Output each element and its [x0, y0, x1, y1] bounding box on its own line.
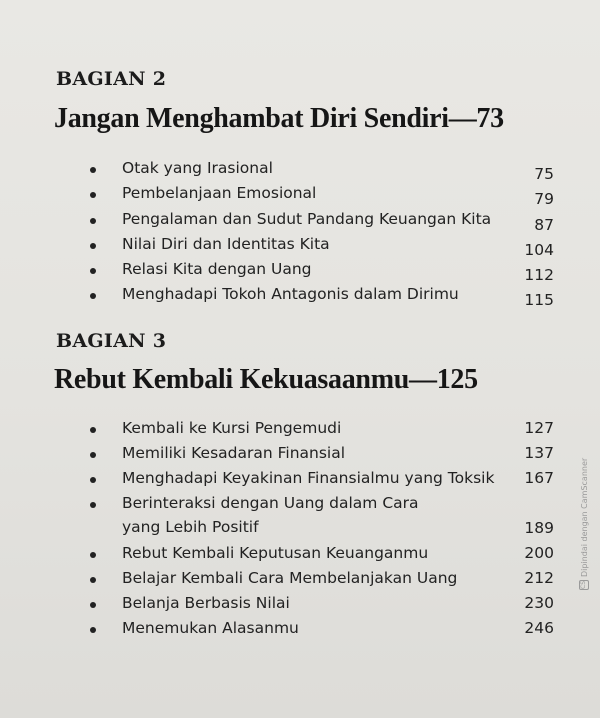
entry-page-number: 127 — [524, 419, 554, 437]
entry-title: Rebut Kembali Keputusan Keuanganmu — [122, 544, 429, 562]
entry-title: Pembelanjaan Emosional — [122, 184, 317, 203]
bullet-icon — [90, 477, 96, 483]
camscanner-logo-icon: CS — [580, 581, 587, 589]
bullet-icon — [90, 627, 96, 633]
bullet-icon — [90, 192, 96, 198]
part-label: BAGIAN 3 — [56, 330, 167, 352]
bullet-icon — [90, 452, 96, 458]
entry-page-number: 200 — [524, 544, 554, 562]
toc-entry — [0, 232, 600, 257]
toc-entry — [0, 591, 600, 616]
part-entries-list — [0, 416, 600, 641]
entry-title-line-1: Berinteraksi dengan Uang dalam Cara — [122, 494, 419, 512]
entry-page-number: 112 — [524, 266, 554, 285]
entry-title: Belajar Kembali Cara Membelanjakan Uang — [122, 569, 458, 587]
toc-entry — [0, 181, 600, 209]
bullet-icon — [90, 502, 96, 508]
part-title: Rebut Kembali Kekuasaanmu—125 — [54, 364, 478, 395]
entry-title: Menemukan Alasanmu — [122, 619, 299, 637]
entry-title: Pengalaman dan Sudut Pandang Keuangan Kita — [122, 209, 492, 228]
scanner-watermark — [579, 458, 589, 590]
entry-title: Menghadapi Tokoh Antagonis dalam Dirimu — [122, 285, 459, 304]
bullet-icon — [90, 218, 96, 224]
entry-title: Menghadapi Keyakinan Finansialmu yang Toksik — [122, 469, 495, 487]
toc-entry — [0, 616, 600, 641]
entry-title: Relasi Kita dengan Uang — [122, 260, 312, 279]
entry-title — [122, 491, 419, 539]
bullet-icon — [90, 268, 96, 274]
bullet-icon — [90, 552, 96, 558]
entry-page-number: 246 — [524, 619, 554, 637]
entry-page-number: 230 — [524, 594, 554, 612]
bullet-icon — [90, 602, 96, 608]
part-title: Jangan Menghambat Diri Sendiri—73 — [54, 103, 504, 134]
entry-title: Otak yang Irasional — [122, 159, 273, 177]
entry-title: Memiliki Kesadaran Finansial — [122, 444, 346, 462]
toc-entry — [0, 156, 600, 181]
bullet-icon — [90, 293, 96, 299]
toc-entry — [0, 541, 600, 566]
entry-title: Nilai Diri dan Identitas Kita — [122, 234, 330, 253]
bullet-icon — [90, 577, 96, 583]
entry-page-number: 115 — [524, 291, 554, 310]
toc-entry — [0, 491, 600, 541]
entry-title-line-2: yang Lebih Positif — [122, 518, 259, 536]
toc-entry — [0, 257, 600, 285]
part-label: BAGIAN 2 — [56, 68, 167, 90]
entry-page-number: 137 — [524, 444, 554, 462]
entry-page-number: 212 — [524, 569, 554, 587]
toc-entry — [0, 466, 600, 491]
entry-page-number: 75 — [534, 165, 554, 183]
entry-page-number: 167 — [524, 469, 554, 487]
toc-entry — [0, 207, 600, 232]
toc-entry — [0, 566, 600, 591]
entry-page-number: 87 — [534, 215, 554, 234]
entry-title: Kembali ke Kursi Pengemudi — [122, 419, 342, 437]
toc-entry — [0, 441, 600, 466]
bullet-icon — [90, 427, 96, 433]
entry-page-number: 104 — [524, 240, 554, 259]
entry-page-number: 79 — [534, 190, 554, 209]
watermark-text: Dipindai dengan CamScanner — [579, 457, 589, 577]
entry-page-number: 189 — [524, 519, 554, 537]
bullet-icon — [90, 167, 96, 173]
bullet-icon — [90, 243, 96, 249]
toc-entry — [0, 282, 600, 310]
entry-title: Belanja Berbasis Nilai — [122, 594, 290, 612]
toc-entry — [0, 416, 600, 441]
part-entries-list — [0, 156, 600, 308]
